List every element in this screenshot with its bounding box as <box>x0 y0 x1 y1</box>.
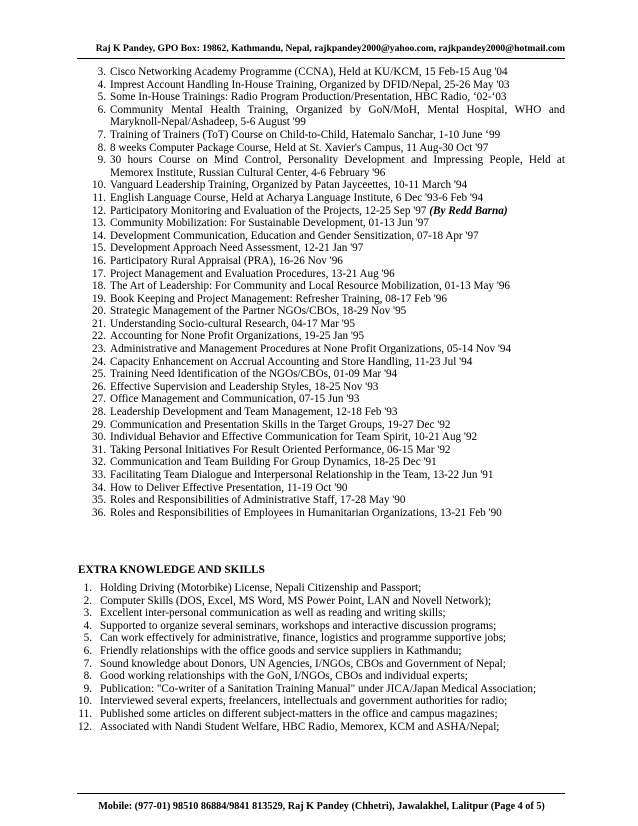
list-item-text: Administrative and Management Procedures at None Profit Organizations, 05-14 Nov '94 <box>110 343 512 356</box>
list-item-number: 1. <box>83 582 92 594</box>
list-item-text: Sound knowledge about Donors, UN Agencies, I/NGOs, CBOs and Government of Nepal; <box>100 657 506 670</box>
skill-item <box>78 620 565 633</box>
skill-item <box>78 695 565 708</box>
list-item-number: 25. <box>92 368 106 381</box>
list-item-number: 6. <box>83 644 92 657</box>
list-item-number: 14. <box>92 229 106 242</box>
training-item <box>78 330 565 343</box>
list-item-number: 36. <box>92 506 106 519</box>
training-item <box>78 305 565 318</box>
list-item-number: 30. <box>92 431 106 444</box>
list-item-text: Understanding Socio-cultural Research, 04-17 Mar '95 <box>110 317 355 330</box>
list-item-number: 9. <box>97 154 106 167</box>
training-item <box>78 268 565 281</box>
list-item-number: 6. <box>97 103 106 116</box>
list-item-number: 15. <box>92 242 106 255</box>
skill-item <box>78 607 565 620</box>
training-item <box>78 469 565 482</box>
training-item <box>78 456 565 469</box>
list-item-number: 33. <box>92 469 106 481</box>
training-item <box>78 79 565 92</box>
list-item-number: 8. <box>97 141 106 154</box>
training-item <box>78 381 565 394</box>
training-list <box>78 66 565 519</box>
list-item-number: 9. <box>83 682 92 695</box>
training-item <box>78 356 565 369</box>
page-footer: Mobile: (977-01) 98510 86884/9841 813529, Raj K Pandey (Chhetri), Jawalakhel, Lalitpur (Page 4 of 5) <box>98 801 545 812</box>
list-item-number: 26. <box>92 380 106 393</box>
list-item-text: Leadership Development and Team Management, 12-18 Feb '93 <box>110 406 398 419</box>
header-rule <box>77 58 565 59</box>
list-item-text: Friendly relationships with the office goods and service suppliers in Kathmandu; <box>100 644 462 657</box>
list-item-text: Development Approach Need Assessment, 12-21 Jan '97 <box>110 242 364 255</box>
list-item-number: 19. <box>92 292 106 305</box>
list-item-number: 21. <box>92 317 106 330</box>
list-item-number: 29. <box>92 418 106 431</box>
list-item-number: 22. <box>92 330 106 343</box>
training-item <box>78 343 565 356</box>
skills-list <box>78 582 565 733</box>
training-item <box>78 230 565 243</box>
list-item-number: 27. <box>92 393 106 406</box>
list-item-text: Good working relationships with the GoN, I/NGOs, CBOs and individual experts; <box>100 670 468 683</box>
list-item-number: 17. <box>92 267 106 280</box>
list-item-text: Individual Behavior and Effective Communication for Team Spirit, 10-21 Aug '92 <box>110 431 478 444</box>
training-item <box>78 293 565 306</box>
list-item-number: 20. <box>92 305 106 318</box>
list-item-text: Project Management and Evaluation Procedures, 13-21 Aug '96 <box>110 267 395 280</box>
list-item-text: Excellent inter-personal communication as well as reading and writing skills; <box>100 607 446 620</box>
list-item-text: Facilitating Team Dialogue and Interpersonal Relationship in the Team, 13-22 Jun '91 <box>110 469 494 481</box>
list-item-number: 7. <box>97 128 106 141</box>
list-item-text: Some In-House Trainings: Radio Program Production/Presentation, HBC Radio, ‘02-‘03 <box>110 91 507 104</box>
training-item <box>78 154 565 179</box>
training-item <box>78 66 565 79</box>
list-item-text: Accounting for None Profit Organizations, 19-25 Jan '95 <box>110 330 365 343</box>
training-item <box>78 406 565 419</box>
training-item <box>78 242 565 255</box>
list-item-number: 13. <box>92 217 106 230</box>
training-item <box>78 318 565 331</box>
skill-item <box>78 595 565 608</box>
list-item-text: Can work effectively for administrative, finance, logistics and programme supportive jobs; <box>100 632 507 645</box>
training-item <box>78 444 565 457</box>
page-header: Raj K Pandey, GPO Box: 19862, Kathmandu, Nepal, rajkpandey2000@yahoo.com, rajkpandey2000@hotmail.com <box>95 43 565 54</box>
training-item <box>78 431 565 444</box>
list-item-number: 5. <box>83 632 92 645</box>
list-item-text: English Language Course, Held at Acharya Language Institute, 6 Dec '93-6 Feb '94 <box>110 191 484 204</box>
training-item <box>78 142 565 155</box>
list-item-number: 28. <box>92 406 106 419</box>
training-item <box>78 419 565 432</box>
list-item-text: Communication and Presentation Skills in the Target Groups, 19-27 Dec '92 <box>110 418 451 431</box>
list-item-number: 35. <box>92 494 106 507</box>
list-item-text: 8 weeks Computer Package Course, Held at St. Xavier's Campus, 11 Aug-30 Oct '97 <box>110 141 489 154</box>
list-item-text: Publication: "Co-writer of a Sanitation Training Manual" under JICA/Japan Medical Association; <box>100 682 537 695</box>
skill-item <box>78 670 565 683</box>
list-item-number: 12. <box>92 204 106 217</box>
list-item-text: Strategic Management of the Partner NGOs/CBOs, 18-29 Nov '95 <box>110 305 407 318</box>
footer-rule <box>77 793 565 794</box>
list-item-number: 31. <box>92 443 106 456</box>
list-item-text: Community Mobilization: For Sustainable Development, 01-13 Jun '97 <box>110 217 429 230</box>
list-item-number: 10. <box>78 695 92 708</box>
list-item-number: 4. <box>97 78 106 91</box>
list-item-text: Roles and Responsibilities of Administrative Staff, 17-28 May '90 <box>110 494 406 507</box>
list-item-number: 12. <box>78 720 92 733</box>
training-item <box>78 217 565 230</box>
list-item-number: 2. <box>83 594 92 607</box>
list-item-text: Imprest Account Handling In-House Training, Organized by DFID/Nepal, 25-26 May '03 <box>110 78 510 91</box>
list-item-number: 3. <box>83 607 92 620</box>
list-item-text: Supported to organize several seminars, workshops and interactive discussion programs; <box>100 619 497 632</box>
list-item-text: Capacity Enhancement on Accrual Accounting and Store Handling, 11-23 Jul '94 <box>110 355 473 368</box>
list-item-text: Interviewed several experts, freelancers, intellectuals and government authorities for radio; <box>100 695 508 708</box>
list-item-text: Vanguard Leadership Training, Organized by Patan Jayceettes, 10-11 March '94 <box>110 179 468 192</box>
training-item <box>78 104 565 129</box>
list-item-number: 24. <box>92 355 106 368</box>
list-item-number: 18. <box>92 280 106 293</box>
list-item-number: 11. <box>78 707 92 720</box>
list-item-number: 7. <box>83 657 92 670</box>
training-item <box>78 192 565 205</box>
list-item-number: 8. <box>83 670 92 683</box>
skill-item <box>78 658 565 671</box>
list-item-text: Computer Skills (DOS, Excel, MS Word, MS Power Point, LAN and Novell Network); <box>100 594 492 607</box>
training-item <box>78 255 565 268</box>
training-item <box>78 393 565 406</box>
training-item <box>78 179 565 192</box>
section-title-skills: EXTRA KNOWLEDGE AND SKILLS <box>78 564 265 576</box>
list-item-number: 32. <box>92 456 106 469</box>
list-item-text: Office Management and Communication, 07-15 Jun '93 <box>110 393 360 406</box>
skill-item <box>78 582 565 595</box>
training-item <box>78 280 565 293</box>
list-item-text: Training of Trainers (ToT) Course on Child-to-Child, Hatemalo Sanchar, 1-10 June ‘99 <box>110 128 501 141</box>
training-item <box>78 507 565 520</box>
list-item-text: Development Communication, Education and Gender Sensitization, 07-18 Apr '97 <box>110 229 479 242</box>
training-item <box>78 368 565 381</box>
list-item-text: Holding Driving (Motorbike) License, Nepali Citizenship and Passport; <box>100 582 422 594</box>
list-item-number: 10. <box>92 179 106 192</box>
skill-item <box>78 721 565 734</box>
list-item-text: Effective Supervision and Leadership Styles, 18-25 Nov '93 <box>110 380 379 393</box>
skill-item <box>78 632 565 645</box>
list-item-text: Associated with Nandi Student Welfare, HBC Radio, Memorex, KCM and ASHA/Nepal; <box>100 720 500 733</box>
list-item-number: 4. <box>83 619 92 632</box>
list-item-number: 16. <box>92 254 106 267</box>
skill-item <box>78 708 565 721</box>
skill-item <box>78 645 565 658</box>
list-item-number: 5. <box>97 91 106 104</box>
list-item-text: Book Keeping and Project Management: Refresher Training, 08-17 Feb '96 <box>110 292 447 305</box>
list-item-text: Training Need Identification of the NGOs/CBOs, 01-09 Mar '94 <box>110 368 398 381</box>
list-item-text: Cisco Networking Academy Programme (CCNA), Held at KU/KCM, 15 Feb-15 Aug '04 <box>110 66 508 78</box>
list-item-text: 30 hours Course on Mind Control, Personality Development and Impressing People, Held at Memorex Institute, Russian Cultural Center, 4-6 February '96 <box>110 154 565 179</box>
list-item-text: Participatory Rural Appraisal (PRA), 16-26 Nov '96 <box>110 254 343 267</box>
list-item-text: Community Mental Health Training, Organized by GoN/MoH, Mental Hospital, WHO and Maryknoll-Nepal/Ashadeep, 5-6 August '99 <box>110 103 565 129</box>
training-item <box>78 91 565 104</box>
list-item-text: Communication and Team Building For Group Dynamics, 18-25 Dec '91 <box>110 456 437 469</box>
skill-item <box>78 683 565 696</box>
training-item <box>78 482 565 495</box>
list-item-text: Taking Personal Initiatives For Result Oriented Performance, 06-15 Mar '92 <box>110 443 451 456</box>
list-item-text: The Art of Leadership: For Community and Local Resource Mobilization, 01-13 May '96 <box>110 280 511 293</box>
list-item-number: 11. <box>92 191 106 204</box>
training-item <box>78 205 565 218</box>
list-item-number: 23. <box>92 343 106 356</box>
list-item-text: Roles and Responsibilities of Employees in Humanitarian Organizations, 13-21 Feb '90 <box>110 506 502 519</box>
list-item-text: Published some articles on different subject-matters in the office and campus magazines; <box>100 707 498 720</box>
list-item-number: 3. <box>97 66 106 78</box>
list-item-text: Participatory Monitoring and Evaluation of the Projects, 12-25 Sep '97 <box>110 204 430 217</box>
list-item-number: 34. <box>92 481 106 494</box>
list-item-text: How to Deliver Effective Presentation, 11-19 Oct '90 <box>110 481 348 494</box>
list-item-emphasis: (By Redd Barna) <box>429 204 508 217</box>
training-item <box>78 494 565 507</box>
training-item <box>78 129 565 142</box>
